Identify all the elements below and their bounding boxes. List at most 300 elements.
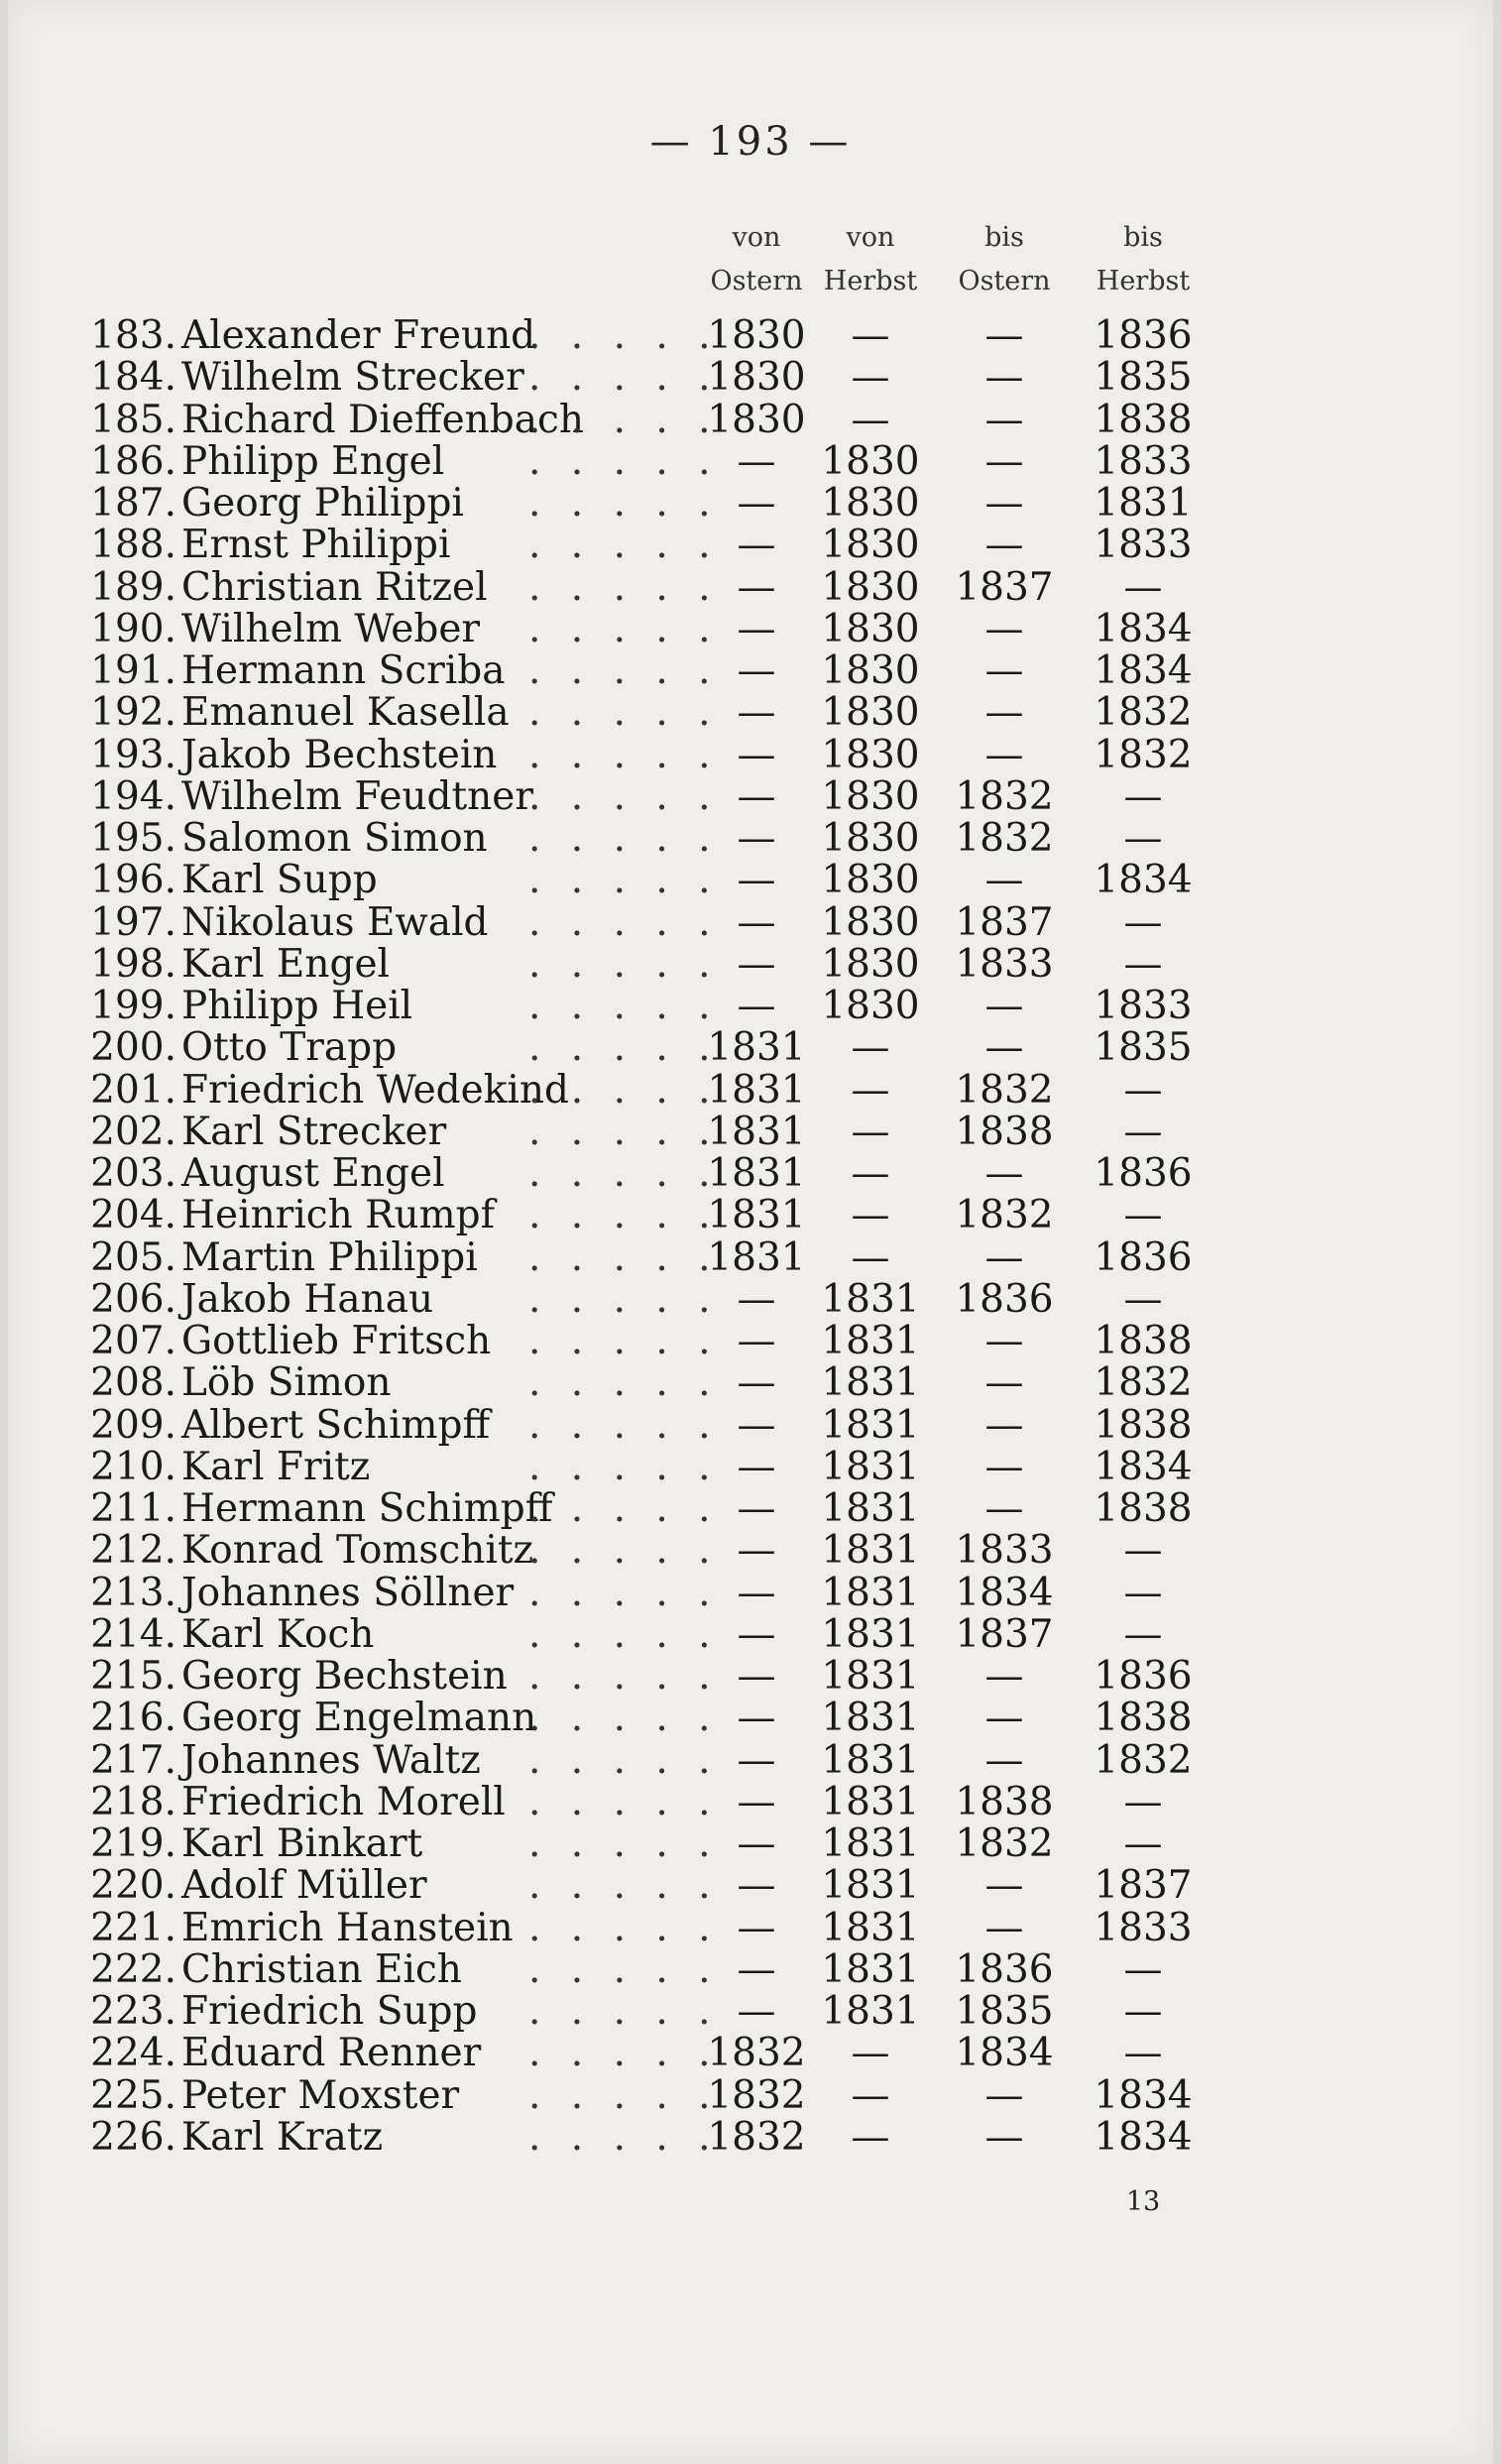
cell-von-herbst: —	[851, 1193, 890, 1238]
entry-number: 197.	[90, 899, 176, 945]
entry-number: 189.	[90, 564, 176, 610]
table-row	[8, 1276, 1493, 1322]
student-name: Adolf Müller	[181, 1863, 427, 1909]
entry-number: 224.	[90, 2031, 176, 2076]
cell-bis-ostern: —	[984, 690, 1024, 736]
cell-von-herbst: 1831	[821, 1319, 920, 1363]
table-row	[8, 773, 1493, 819]
cell-von-ostern: 1832	[707, 2114, 806, 2160]
cell-von-herbst: 1831	[821, 1905, 920, 1950]
cell-von-herbst: 1830	[821, 858, 920, 903]
student-name: Wilhelm Feudtner	[181, 773, 533, 819]
table-row	[8, 860, 1493, 901]
cell-bis-herbst: 1836	[1094, 1654, 1193, 1699]
cell-bis-herbst: 1833	[1094, 984, 1193, 1028]
cell-bis-ostern: 1832	[955, 1193, 1054, 1238]
cell-bis-ostern: —	[984, 1486, 1024, 1531]
leader-dots: . . . . .	[528, 1444, 720, 1489]
cell-bis-ostern: —	[984, 858, 1024, 903]
table-row	[8, 1865, 1493, 1907]
cell-bis-ostern: —	[984, 1696, 1024, 1741]
cell-bis-ostern: —	[984, 1360, 1024, 1406]
entry-number: 214.	[90, 1611, 176, 1657]
entry-number: 208.	[90, 1360, 176, 1406]
student-name: Karl Koch	[181, 1611, 375, 1657]
leader-dots: . . . . .	[528, 899, 720, 945]
cell-bis-herbst: 1838	[1094, 1696, 1193, 1741]
table-row	[8, 397, 1493, 442]
student-name: Christian Eich	[181, 1946, 462, 1992]
table-row	[8, 1946, 1493, 1992]
cell-von-herbst: —	[851, 355, 890, 401]
column-header-line: bis	[1123, 222, 1163, 253]
cell-von-ostern: —	[737, 1654, 776, 1699]
student-list	[8, 315, 1493, 2159]
table-row	[8, 1067, 1493, 1113]
cell-von-ostern: —	[737, 1863, 776, 1909]
student-name: Konrad Tomschitz	[181, 1528, 534, 1574]
cell-von-herbst: —	[851, 313, 890, 358]
cell-bis-ostern: 1836	[955, 1946, 1054, 1992]
student-name: Emanuel Kasella	[181, 690, 510, 736]
entry-number: 206.	[90, 1276, 176, 1322]
cell-von-ostern: —	[737, 1486, 776, 1531]
cell-bis-ostern: —	[984, 523, 1024, 568]
cell-bis-herbst: 1834	[1094, 858, 1193, 903]
cell-von-herbst: —	[851, 2114, 890, 2160]
leader-dots: . . . . .	[528, 648, 720, 693]
cell-von-herbst: 1830	[821, 941, 920, 987]
cell-von-ostern: 1832	[707, 2072, 806, 2118]
entry-number: 225.	[90, 2072, 176, 2118]
entry-number: 187.	[90, 481, 176, 526]
cell-bis-ostern: 1836	[955, 1276, 1054, 1322]
cell-bis-herbst: —	[1123, 1779, 1163, 1824]
cell-von-herbst: —	[851, 1234, 890, 1280]
leader-dots: . . . . .	[528, 1109, 720, 1154]
student-name: Friedrich Supp	[181, 1989, 478, 2034]
cell-bis-herbst: 1836	[1094, 1234, 1193, 1280]
cell-bis-herbst: —	[1123, 941, 1163, 987]
cell-bis-ostern: —	[984, 313, 1024, 358]
student-name: Georg Engelmann	[181, 1696, 537, 1741]
entry-number: 221.	[90, 1905, 176, 1950]
student-name: Karl Binkart	[181, 1821, 423, 1866]
student-name: Albert Schimpff	[181, 1402, 491, 1448]
table-row	[8, 1530, 1493, 1572]
student-name: Johannes Waltz	[181, 1737, 481, 1783]
cell-von-ostern: —	[737, 1276, 776, 1322]
cell-von-ostern: —	[737, 1821, 776, 1866]
cell-von-herbst: —	[851, 1109, 890, 1154]
student-name: Alexander Freund	[181, 313, 536, 358]
cell-von-herbst: 1830	[821, 481, 920, 526]
cell-von-ostern: —	[737, 816, 776, 861]
cell-bis-ostern: —	[984, 438, 1024, 484]
entry-number: 191.	[90, 648, 176, 693]
table-row	[8, 525, 1493, 566]
entry-number: 217.	[90, 1737, 176, 1783]
cell-von-herbst: 1830	[821, 648, 920, 693]
cell-von-herbst: 1830	[821, 606, 920, 651]
cell-von-ostern: 1830	[707, 355, 806, 401]
book-page	[8, 0, 1493, 2464]
cell-von-ostern: —	[737, 984, 776, 1028]
entry-number: 223.	[90, 1989, 176, 2034]
entry-number: 186.	[90, 438, 176, 484]
cell-von-ostern: —	[737, 1946, 776, 1992]
leader-dots: . . . . .	[528, 941, 720, 987]
entry-number: 199.	[90, 984, 176, 1028]
student-name: Richard Dieffenbach	[181, 397, 584, 442]
cell-bis-herbst: —	[1123, 1109, 1163, 1154]
cell-bis-herbst: 1832	[1094, 1737, 1193, 1783]
cell-bis-herbst: —	[1123, 1193, 1163, 1238]
cell-von-herbst: —	[851, 1067, 890, 1113]
cell-von-herbst: 1831	[821, 1360, 920, 1406]
entry-number: 222.	[90, 1946, 176, 1992]
cell-bis-ostern: 1838	[955, 1109, 1054, 1154]
student-name: Hermann Schimpff	[181, 1486, 553, 1531]
cell-bis-herbst: 1834	[1094, 606, 1193, 651]
cell-von-ostern: —	[737, 1696, 776, 1741]
leader-dots: . . . . .	[528, 816, 720, 861]
table-row	[8, 1570, 1493, 1615]
cell-von-herbst: 1831	[821, 1779, 920, 1824]
table-row	[8, 941, 1493, 987]
student-name: Gottlieb Fritsch	[181, 1319, 492, 1363]
student-name: Wilhelm Weber	[181, 606, 481, 651]
cell-von-herbst: 1831	[821, 1402, 920, 1448]
cell-bis-ostern: —	[984, 1402, 1024, 1448]
table-row	[8, 564, 1493, 610]
leader-dots: . . . . .	[528, 773, 720, 819]
student-name: Nikolaus Ewald	[181, 899, 489, 945]
cell-von-herbst: —	[851, 397, 890, 442]
leader-dots: . . . . .	[528, 1025, 720, 1071]
table-row	[8, 1362, 1493, 1404]
leader-dots: . . . . .	[528, 1528, 720, 1574]
student-name: Friedrich Morell	[181, 1779, 506, 1824]
student-name: Otto Trapp	[181, 1025, 398, 1071]
cell-von-ostern: —	[737, 606, 776, 651]
table-row	[8, 315, 1493, 357]
table-row	[8, 899, 1493, 945]
cell-bis-ostern: —	[984, 648, 1024, 693]
cell-von-ostern: —	[737, 690, 776, 736]
cell-von-herbst: —	[851, 2031, 890, 2076]
student-name: Hermann Scriba	[181, 648, 506, 693]
cell-bis-herbst: 1831	[1094, 481, 1193, 526]
cell-von-ostern: —	[737, 523, 776, 568]
entry-number: 207.	[90, 1319, 176, 1363]
table-row	[8, 1698, 1493, 1739]
cell-von-herbst: 1831	[821, 1654, 920, 1699]
entry-number: 185.	[90, 397, 176, 442]
leader-dots: . . . . .	[528, 1946, 720, 1992]
leader-dots: . . . . .	[528, 523, 720, 568]
student-name: Karl Engel	[181, 941, 391, 987]
student-name: Löb Simon	[181, 1360, 392, 1406]
cell-von-ostern: —	[737, 1444, 776, 1489]
entry-number: 205.	[90, 1234, 176, 1280]
student-name: Karl Fritz	[181, 1444, 371, 1489]
cell-von-ostern: —	[737, 481, 776, 526]
cell-bis-ostern: 1833	[955, 1528, 1054, 1574]
cell-bis-ostern: —	[984, 2114, 1024, 2160]
cell-von-herbst: 1831	[821, 1989, 920, 2034]
cell-bis-herbst: 1834	[1094, 648, 1193, 693]
cell-bis-herbst: 1836	[1094, 313, 1193, 358]
cell-bis-herbst: —	[1123, 1528, 1163, 1574]
table-row	[8, 483, 1493, 525]
leader-dots: . . . . .	[528, 690, 720, 736]
column-header-bis-ostern	[935, 216, 1074, 303]
table-row	[8, 1656, 1493, 1698]
student-name: Heinrich Rumpf	[181, 1193, 496, 1238]
leader-dots: . . . . .	[528, 1570, 720, 1615]
cell-bis-herbst: —	[1123, 1946, 1163, 1992]
entry-number: 201.	[90, 1067, 176, 1113]
cell-bis-herbst: —	[1123, 899, 1163, 945]
student-name: Peter Moxster	[181, 2072, 460, 2118]
table-row	[8, 2114, 1493, 2160]
cell-von-herbst: 1831	[821, 1821, 920, 1866]
table-row	[8, 1402, 1493, 1448]
leader-dots: . . . . .	[528, 1737, 720, 1783]
cell-von-ostern: 1831	[707, 1234, 806, 1280]
cell-bis-ostern: 1832	[955, 816, 1054, 861]
entry-number: 210.	[90, 1444, 176, 1489]
cell-bis-herbst: —	[1123, 1611, 1163, 1657]
student-name: Karl Strecker	[181, 1109, 447, 1154]
entry-number: 213.	[90, 1570, 176, 1615]
cell-von-herbst: 1830	[821, 732, 920, 777]
cell-bis-ostern: —	[984, 2072, 1024, 2118]
table-row	[8, 818, 1493, 860]
entry-number: 209.	[90, 1402, 176, 1448]
table-row	[8, 1195, 1493, 1236]
table-row	[8, 650, 1493, 692]
cell-von-herbst: —	[851, 2072, 890, 2118]
cell-bis-ostern: 1834	[955, 2031, 1054, 2076]
cell-von-herbst: 1830	[821, 523, 920, 568]
leader-dots: . . . . .	[528, 1654, 720, 1699]
cell-von-herbst: 1831	[821, 1486, 920, 1531]
table-row	[8, 2033, 1493, 2074]
cell-bis-herbst: 1833	[1094, 438, 1193, 484]
leader-dots: . . . . .	[528, 313, 720, 358]
cell-bis-herbst: —	[1123, 1821, 1163, 1866]
leader-dots: . . . . .	[528, 397, 720, 442]
leader-dots: . . . . .	[528, 1863, 720, 1909]
cell-von-ostern: 1831	[707, 1109, 806, 1154]
cell-bis-ostern: 1837	[955, 1611, 1054, 1657]
table-row	[8, 2072, 1493, 2118]
signature-mark: 13	[1125, 2186, 1161, 2217]
entry-number: 190.	[90, 606, 176, 651]
cell-von-herbst: 1831	[821, 1444, 920, 1489]
column-header-line: bis	[984, 222, 1024, 253]
student-name: Eduard Renner	[181, 2031, 482, 2076]
column-header-line: von	[846, 222, 895, 253]
cell-bis-herbst: 1832	[1094, 732, 1193, 777]
cell-von-herbst: 1830	[821, 984, 920, 1028]
leader-dots: . . . . .	[528, 2031, 720, 2076]
entry-number: 194.	[90, 773, 176, 819]
cell-bis-ostern: 1833	[955, 941, 1054, 987]
cell-von-ostern: 1830	[707, 397, 806, 442]
leader-dots: . . . . .	[528, 1779, 720, 1824]
cell-von-herbst: 1830	[821, 564, 920, 610]
entry-number: 188.	[90, 523, 176, 568]
cell-bis-ostern: 1832	[955, 1821, 1054, 1866]
cell-bis-herbst: 1836	[1094, 1151, 1193, 1196]
cell-von-ostern: —	[737, 773, 776, 819]
leader-dots: . . . . .	[528, 1989, 720, 2034]
entry-number: 204.	[90, 1193, 176, 1238]
cell-bis-herbst: 1837	[1094, 1863, 1193, 1909]
cell-bis-herbst: 1838	[1094, 1319, 1193, 1363]
entry-number: 193.	[90, 732, 176, 777]
cell-von-herbst: —	[851, 1025, 890, 1071]
cell-bis-herbst: 1834	[1094, 2072, 1193, 2118]
cell-bis-ostern: 1832	[955, 1067, 1054, 1113]
cell-bis-ostern: 1837	[955, 564, 1054, 610]
cell-von-ostern: —	[737, 564, 776, 610]
cell-von-herbst: 1830	[821, 816, 920, 861]
cell-bis-ostern: —	[984, 1319, 1024, 1363]
column-header-von-herbst	[801, 216, 940, 303]
cell-bis-herbst: 1838	[1094, 1402, 1193, 1448]
cell-von-ostern: —	[737, 899, 776, 945]
cell-bis-ostern: 1835	[955, 1989, 1054, 2034]
cell-bis-herbst: 1835	[1094, 1025, 1193, 1071]
table-row	[8, 986, 1493, 1027]
cell-bis-ostern: —	[984, 1863, 1024, 1909]
table-row	[8, 606, 1493, 651]
entry-number: 183.	[90, 313, 176, 358]
column-header-line: Ostern	[710, 266, 803, 296]
entry-number: 200.	[90, 1025, 176, 1071]
cell-bis-ostern: —	[984, 1151, 1024, 1196]
column-header-line: Herbst	[823, 266, 918, 296]
entry-number: 216.	[90, 1696, 176, 1741]
column-header-line: von	[732, 222, 781, 253]
leader-dots: . . . . .	[528, 564, 720, 610]
leader-dots: . . . . .	[528, 2114, 720, 2160]
cell-von-ostern: —	[737, 1905, 776, 1950]
table-row	[8, 1321, 1493, 1362]
entry-number: 218.	[90, 1779, 176, 1824]
cell-bis-ostern: —	[984, 1234, 1024, 1280]
cell-von-ostern: —	[737, 858, 776, 903]
cell-bis-herbst: 1838	[1094, 1486, 1193, 1531]
cell-von-ostern: —	[737, 1611, 776, 1657]
entry-number: 192.	[90, 690, 176, 736]
cell-von-herbst: 1831	[821, 1570, 920, 1615]
cell-von-ostern: 1831	[707, 1151, 806, 1196]
cell-bis-herbst: 1833	[1094, 523, 1193, 568]
table-row	[8, 692, 1493, 734]
table-row	[8, 1991, 1493, 2033]
cell-bis-ostern: —	[984, 481, 1024, 526]
table-row	[8, 357, 1493, 399]
student-name: Philipp Engel	[181, 438, 445, 484]
entry-number: 195.	[90, 816, 176, 861]
cell-von-herbst: 1831	[821, 1611, 920, 1657]
cell-von-ostern: —	[737, 941, 776, 987]
cell-von-ostern: 1832	[707, 2031, 806, 2076]
cell-von-ostern: 1831	[707, 1193, 806, 1238]
student-name: Karl Kratz	[181, 2114, 384, 2160]
table-row	[8, 1779, 1493, 1824]
student-name: Christian Ritzel	[181, 564, 488, 610]
student-name: Jakob Bechstein	[181, 732, 498, 777]
cell-von-herbst: 1830	[821, 899, 920, 945]
cell-bis-ostern: 1834	[955, 1570, 1054, 1615]
cell-von-ostern: 1831	[707, 1067, 806, 1113]
cell-bis-ostern: 1832	[955, 773, 1054, 819]
cell-von-ostern: —	[737, 1779, 776, 1824]
leader-dots: . . . . .	[528, 858, 720, 903]
student-name: Friedrich Wedekind	[181, 1067, 569, 1113]
cell-von-herbst: 1830	[821, 690, 920, 736]
cell-von-ostern: —	[737, 732, 776, 777]
cell-bis-herbst: —	[1123, 564, 1163, 610]
column-header-bis-herbst	[1074, 216, 1212, 303]
leader-dots: . . . . .	[528, 1360, 720, 1406]
cell-bis-ostern: —	[984, 1444, 1024, 1489]
cell-bis-herbst: 1834	[1094, 1444, 1193, 1489]
leader-dots: . . . . .	[528, 1611, 720, 1657]
student-name: Ernst Philippi	[181, 523, 451, 568]
cell-von-herbst: —	[851, 1151, 890, 1196]
cell-von-herbst: 1831	[821, 1276, 920, 1322]
leader-dots: . . . . .	[528, 1402, 720, 1448]
cell-von-ostern: —	[737, 1360, 776, 1406]
cell-bis-ostern: —	[984, 1654, 1024, 1699]
student-name: Salomon Simon	[181, 816, 488, 861]
entry-number: 226.	[90, 2114, 176, 2160]
table-row	[8, 1444, 1493, 1489]
cell-bis-ostern: —	[984, 1025, 1024, 1071]
cell-von-herbst: 1830	[821, 773, 920, 819]
cell-bis-ostern: 1838	[955, 1779, 1054, 1824]
leader-dots: . . . . .	[528, 438, 720, 484]
cell-von-herbst: 1831	[821, 1946, 920, 1992]
leader-dots: . . . . .	[528, 1319, 720, 1363]
table-row	[8, 1823, 1493, 1865]
leader-dots: . . . . .	[528, 1486, 720, 1531]
cell-bis-ostern: —	[984, 732, 1024, 777]
cell-bis-herbst: 1832	[1094, 1360, 1193, 1406]
cell-von-ostern: —	[737, 1570, 776, 1615]
student-name: Georg Philippi	[181, 481, 464, 526]
leader-dots: . . . . .	[528, 1276, 720, 1322]
student-name: Jakob Hanau	[181, 1276, 434, 1322]
leader-dots: . . . . .	[528, 2072, 720, 2118]
cell-bis-herbst: 1832	[1094, 690, 1193, 736]
cell-bis-ostern: —	[984, 1905, 1024, 1950]
cell-bis-ostern: 1837	[955, 899, 1054, 945]
leader-dots: . . . . .	[528, 1193, 720, 1238]
leader-dots: . . . . .	[528, 1905, 720, 1950]
entry-number: 196.	[90, 858, 176, 903]
entry-number: 184.	[90, 355, 176, 401]
cell-von-herbst: 1831	[821, 1696, 920, 1741]
entry-number: 198.	[90, 941, 176, 987]
